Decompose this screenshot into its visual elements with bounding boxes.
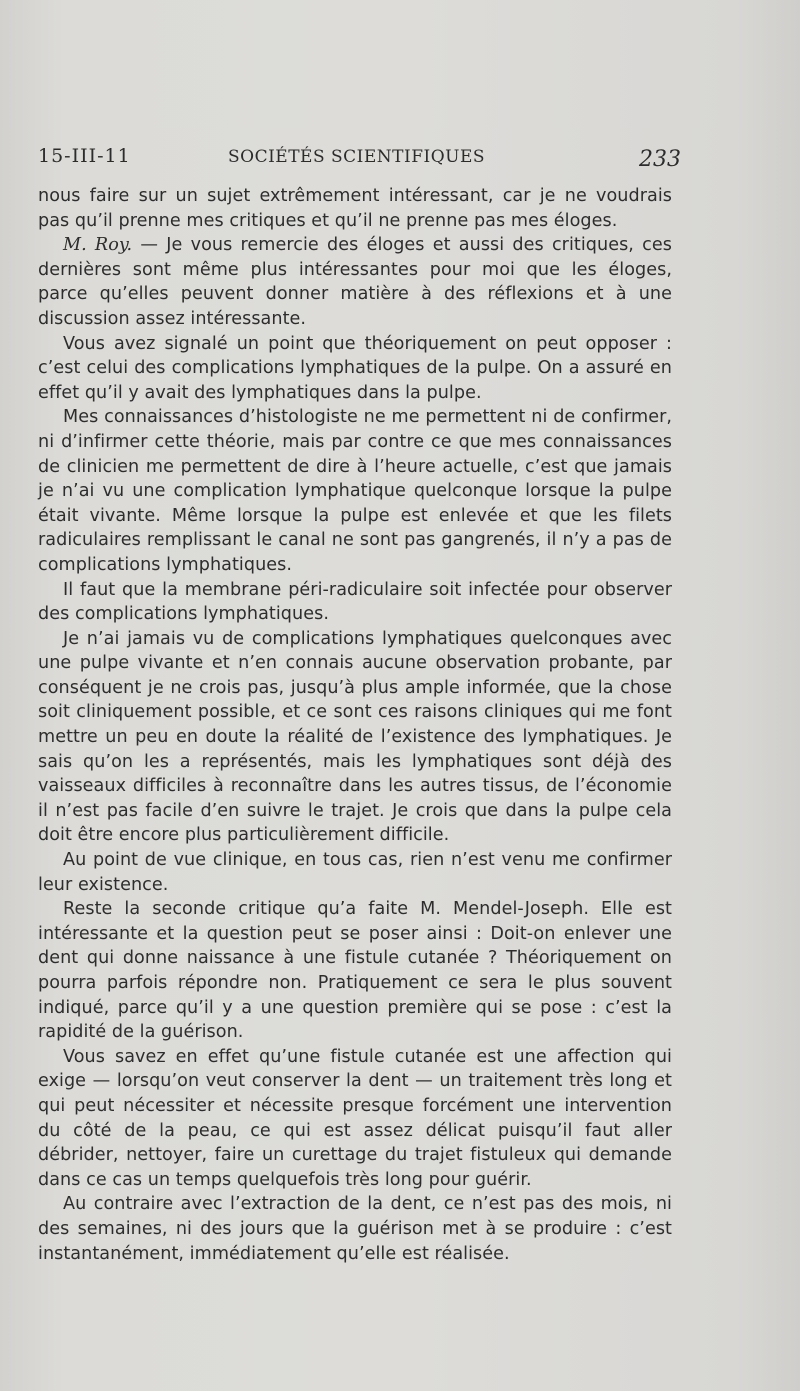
running-title: SOCIÉTÉS SCIENTIFIQUES (228, 147, 486, 167)
paragraph-1: nous faire sur un sujet extrêmement intéressant, car je ne voudrais pas qu’il prenne mes critiques et qu’il ne prenne pas mes éloges. (38, 186, 672, 231)
page-header (38, 143, 681, 173)
paragraph-6: Je n’ai jamais vu de complications lymphatiques quelconques avec une pulpe vivante et n’en connais aucune observation probante, par conséquent je ne crois pas, jusqu’à plus ample informée, que la chose soit cliniquement possible, et ce sont ces raisons cliniques qui me font mettre un peu en doute la réalité de l’existence des lymphatiques. Je sais qu’on les a représentés, mais les lymphatiques sont déjà des vaisseaux difficiles à reconnaître dans les autres tissus, de l’économie il n’est pas facile d’en suivre le trajet. Je crois que dans la pulpe cela doit être encore plus particulièrement difficile. (38, 628, 672, 846)
speaker-name: M. Roy. (63, 235, 133, 256)
running-head-id: 15-III-11 (38, 145, 131, 167)
page-number: 233 (639, 147, 681, 172)
paragraph-5: Il faut que la membrane péri-radiculaire soit infectée pour observer des complications lymphatiques. (38, 579, 672, 625)
article-body (38, 184, 672, 1266)
paragraph-10: Au contraire avec l’extraction de la dent, ce n’est pas des mois, ni des semaines, ni des jours que la guérison met à se produire : c’est instantanément, immédiatement qu’elle est réalisée. (38, 1194, 672, 1264)
paragraph-3: Vous avez signalé un point que théoriquement on peut opposer : c’est celui des complications lymphatiques de la pulpe. On a assuré en effet qu’il y avait des lymphatiques dans la pulpe. (38, 333, 672, 403)
paragraph-2 (38, 233, 672, 331)
paragraph-7: Au point de vue clinique, en tous cas, rien n’est venu me confirmer leur existence. (38, 850, 672, 895)
paragraph-2-text: — Je vous remercie des éloges et aussi des critiques, ces dernières sont même plus intéressantes pour moi que les éloges, parce qu’elles peuvent donner matière à des réflexions et à une discussion assez intéressante. (38, 235, 672, 329)
paragraph-8: Reste la seconde critique qu’a faite M. Mendel-Joseph. Elle est intéressante et la question peut se poser ainsi : Doit-on enlever une dent qui donne naissance à une fistule cutanée ? Théoriquement on pourra parfois répondre non. Pratiquement ce sera le plus souvent indiqué, parce qu’il y a une question première qui se pose : c’est la rapidité de la guérison. (38, 899, 672, 1043)
paragraph-9: Vous savez en effet qu’une fistule cutanée est une affection qui exige — lorsqu’on veut conserver la dent — un traitement très long et qui peut nécessiter et nécessite presque forcément une intervention du côté de la peau, ce qui est assez délicat puisqu’il faut aller débrider, nettoyer, faire un curettage du trajet fistuleux qui demande dans ce cas un temps quelquefois très long pour guérir. (38, 1046, 672, 1190)
paragraph-4: Mes connaissances d’histologiste ne me permettent ni de confirmer, ni d’infirmer cette théorie, mais par contre ce que mes connaissances de clinicien me permettent de dire à l’heure actuelle, c’est que jamais je n’ai vu une complication lymphatique quelconque lorsque la pulpe était vivante. Même lorsque la pulpe est enlevée et que les filets radiculaires remplissant le canal ne sont pas gangrenés, il n’y a pas de complications lymphatiques. (38, 407, 672, 575)
